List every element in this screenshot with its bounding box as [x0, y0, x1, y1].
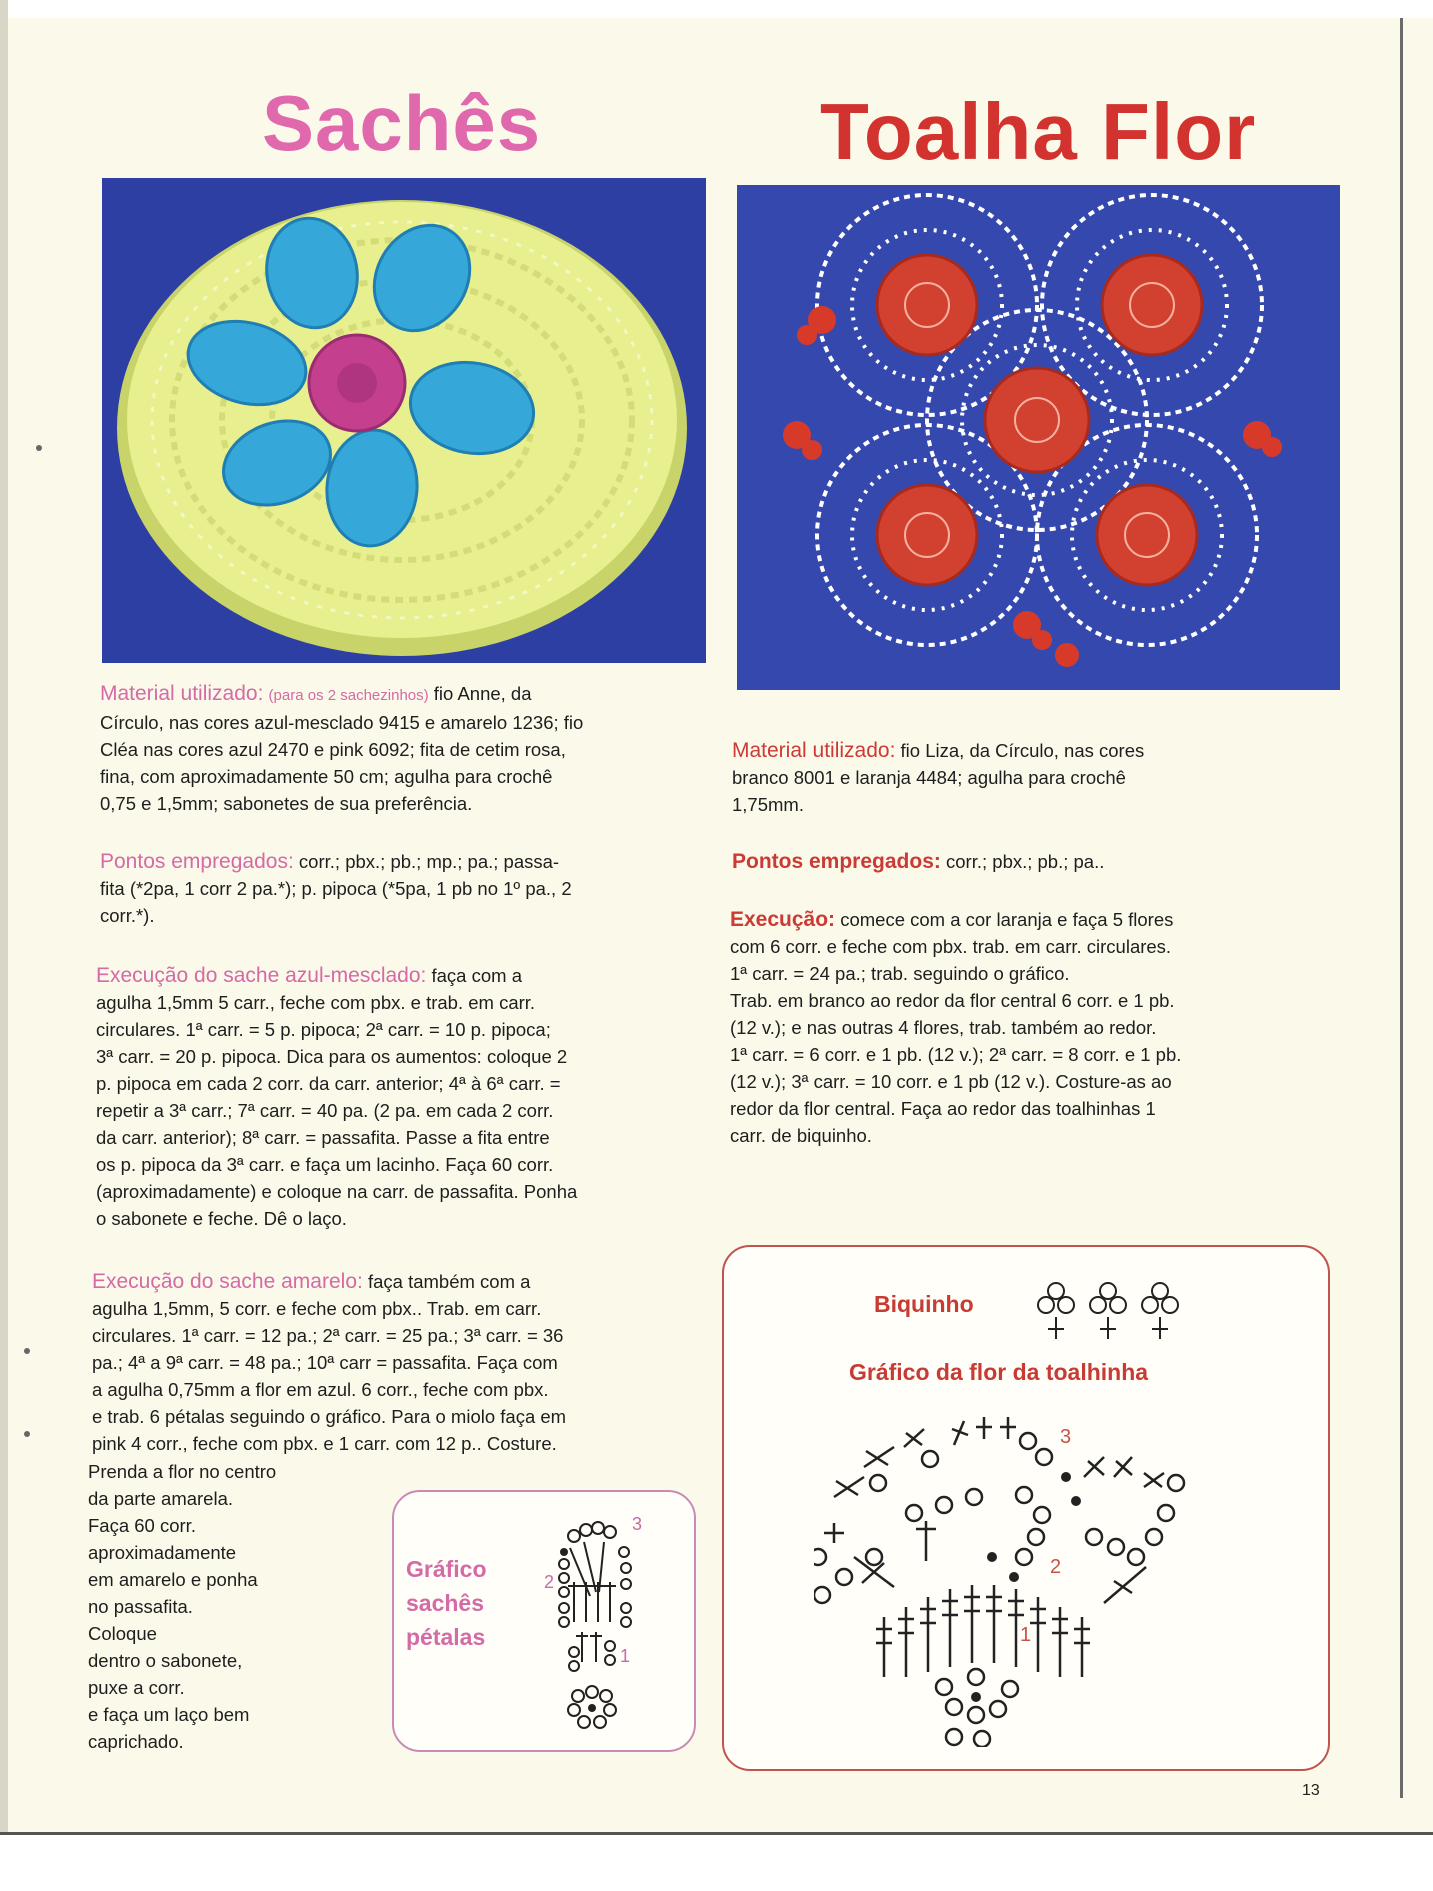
crochet-sachet-icon	[102, 178, 706, 663]
sachets-yellow-line: faça também com a	[362, 1271, 531, 1292]
sachets-tail-line: aproximadamente	[88, 1542, 237, 1563]
toalha-points-label: Pontos empregados:	[732, 850, 941, 873]
sachets-points	[100, 848, 720, 929]
sachets-material-line: fio Anne, da	[428, 683, 532, 704]
sachets-points-line: fita (*2pa, 1 corr 2 pa.*); p. pipoca (*5pa, 1 pb no 1º pa., 2	[100, 878, 572, 899]
toalha-execution	[730, 906, 1340, 1149]
toalha-material-line: branco 8001 e laranja 4484; agulha para crochê	[732, 767, 1126, 788]
sachets-blue-line: (aproximadamente) e coloque na carr. de passafita. Ponha	[96, 1181, 578, 1202]
page-number: 13	[1302, 1782, 1320, 1799]
toalha-exec-line: 1ª carr. = 6 corr. e 1 pb. (12 v.); 2ª carr. = 8 corr. e 1 pb.	[730, 1044, 1182, 1065]
sachets-blue-line: p. pipoca em cada 2 corr. da carr. anterior; 4ª à 6ª carr. =	[96, 1073, 561, 1094]
toalha-exec-line: redor da flor central. Faça ao redor das toalhinhas 1	[730, 1098, 1156, 1119]
sachets-material	[100, 680, 720, 817]
toalha-exec-line: Trab. em branco ao redor da flor central 6 corr. e 1 pb.	[730, 990, 1175, 1011]
sachets-blue-line: circulares. 1ª carr. = 5 p. pipoca; 2ª carr. = 10 p. pipoca;	[96, 1019, 551, 1040]
sachets-yellow-line: agulha 1,5mm, 5 corr. e feche com pbx.. Trab. em carr.	[92, 1298, 542, 1319]
sachets-tail-line: puxe a corr.	[88, 1677, 185, 1698]
toalha-exec-line: comece com a cor laranja e faça 5 flores	[835, 909, 1174, 930]
flower-round-label: 1	[1020, 1624, 1032, 1646]
page-top-margin	[0, 0, 1433, 18]
sachets-yellow-line: pa.; 4ª a 9ª carr. = 48 pa.; 10ª carr = passafita. Faça com	[92, 1352, 558, 1373]
sachets-material-label: Material utilizado:	[100, 682, 264, 705]
binding-hole	[36, 445, 42, 451]
sachets-yellow-line: pink 4 corr., feche com pbx. e 1 carr. com 12 p.. Costure.	[92, 1433, 557, 1454]
doily-photo	[737, 185, 1340, 690]
sachets-tail-line: da parte amarela.	[88, 1488, 234, 1509]
toalha-exec-line: com 6 corr. e feche com pbx. trab. em carr. circulares.	[730, 936, 1172, 957]
petal-stitch-diagram	[544, 1512, 654, 1732]
sachets-points-line: corr.*).	[100, 905, 155, 926]
sachets-title: Sachês	[262, 79, 542, 167]
page-left-edge	[0, 0, 8, 1891]
sachets-tail-line: Coloque	[88, 1623, 157, 1644]
sachets-points-label: Pontos empregados:	[100, 850, 294, 873]
sachets-blue-line: 3ª carr. = 20 p. pipoca. Dica para os aumentos: coloque 2	[96, 1046, 568, 1067]
toalha-points	[732, 848, 1332, 875]
crochet-doily-icon	[737, 185, 1340, 690]
petal-round-label: 1	[620, 1646, 631, 1666]
sachets-blue-line: repetir a 3ª carr.; 7ª carr. = 40 pa. (2 pa. em cada 2 corr.	[96, 1100, 554, 1121]
sachets-chart-title	[406, 1552, 487, 1654]
toalha-material-line: fio Liza, da Círculo, nas cores	[895, 740, 1145, 761]
sachets-blue-execution	[96, 962, 716, 1232]
flower-round-label: 3	[1060, 1426, 1072, 1448]
sachets-chart-title-line: sachês	[406, 1590, 485, 1616]
sachet-photo	[102, 178, 706, 663]
sachets-material-line: Cléa nas cores azul 2470 e pink 6092; fita de cetim rosa,	[100, 739, 566, 760]
toalha-points-line: corr.; pbx.; pb.; pa..	[940, 851, 1105, 872]
toalha-chart-box	[722, 1245, 1330, 1771]
sachets-tail-line: no passafita.	[88, 1596, 193, 1617]
sachets-material-line: 0,75 e 1,5mm; sabonetes de sua preferência.	[100, 793, 473, 814]
toalha-chart-title: Gráfico da flor da toalhinha	[849, 1359, 1149, 1385]
petal-round-label: 2	[544, 1572, 555, 1592]
sachets-yellow-line: a agulha 0,75mm a flor em azul. 6 corr., feche com pbx.	[92, 1379, 549, 1400]
biquinho-stitch-diagram	[1034, 1277, 1194, 1347]
flower-round-label: 2	[1050, 1556, 1062, 1578]
sachets-blue-line: agulha 1,5mm 5 carr., feche com pbx. e trab. em carr.	[96, 992, 536, 1013]
flower-stitch-diagram	[814, 1417, 1234, 1747]
toalha-exec-line: 1ª carr. = 24 pa.; trab. seguindo o gráfico.	[730, 963, 1070, 984]
biquinho-label: Biquinho	[874, 1291, 974, 1317]
sachets-blue-label: Execução do sache azul-mesclado:	[96, 964, 427, 987]
binding-hole	[24, 1348, 30, 1354]
sachets-yellow-label: Execução do sache amarelo:	[92, 1270, 363, 1293]
toalha-exec-line: (12 v.); e nas outras 4 flores, trab. também ao redor.	[730, 1017, 1157, 1038]
sachets-tail-line: Faça 60 corr.	[88, 1515, 196, 1536]
petal-round-label: 3	[632, 1514, 643, 1534]
toalha-exec-line: carr. de biquinho.	[730, 1125, 872, 1146]
sachets-blue-line: o sabonete e feche. Dê o laço.	[96, 1208, 347, 1229]
sachets-blue-line: os p. pipoca da 3ª carr. e faça um lacinho. Faça 60 corr.	[96, 1154, 554, 1175]
toalha-title: Toalha Flor	[820, 87, 1257, 176]
sachets-yellow-line: e trab. 6 pétalas seguindo o gráfico. Para o miolo faça em	[92, 1406, 567, 1427]
toalha-material-line: 1,75mm.	[732, 794, 804, 815]
sachets-blue-line: da carr. anterior); 8ª carr. = passafita. Passe a fita entre	[96, 1127, 550, 1148]
toalha-material	[732, 737, 1332, 818]
sachets-tail-line: caprichado.	[88, 1731, 184, 1752]
sachets-chart-box	[392, 1490, 696, 1752]
sachets-tail-line: em amarelo e ponha	[88, 1569, 258, 1590]
sachets-yellow-line: circulares. 1ª carr. = 12 pa.; 2ª carr. = 25 pa.; 3ª carr. = 36	[92, 1325, 564, 1346]
sachets-chart-title-line: Gráfico	[406, 1556, 487, 1582]
sachets-chart-title-line: pétalas	[406, 1624, 486, 1650]
sachets-yellow-tail	[88, 1458, 388, 1755]
sachets-blue-line: faça com a	[426, 965, 522, 986]
page-bottom-margin	[0, 1835, 1433, 1891]
sachets-material-line: fina, com aproximadamente 50 cm; agulha para crochê	[100, 766, 553, 787]
sachets-material-line: Círculo, nas cores azul-mesclado 9415 e amarelo 1236; fio	[100, 712, 584, 733]
sachets-tail-line: dentro o sabonete,	[88, 1650, 243, 1671]
sachets-material-note: (para os 2 sachezinhos)	[268, 687, 429, 704]
sachets-tail-line: e faça um laço bem	[88, 1704, 250, 1725]
sachets-tail-line: Prenda a flor no centro	[88, 1461, 277, 1482]
toalha-exec-line: (12 v.); 3ª carr. = 10 corr. e 1 pb (12 v.). Costure-as ao	[730, 1071, 1172, 1092]
sachets-points-line: corr.; pbx.; pb.; mp.; pa.; passa-	[293, 851, 560, 872]
toalha-exec-label: Execução:	[730, 908, 836, 931]
toalha-material-label: Material utilizado:	[732, 739, 896, 762]
sachets-yellow-execution	[92, 1268, 722, 1457]
page-right-edge	[1400, 18, 1403, 1798]
binding-hole	[24, 1431, 30, 1437]
